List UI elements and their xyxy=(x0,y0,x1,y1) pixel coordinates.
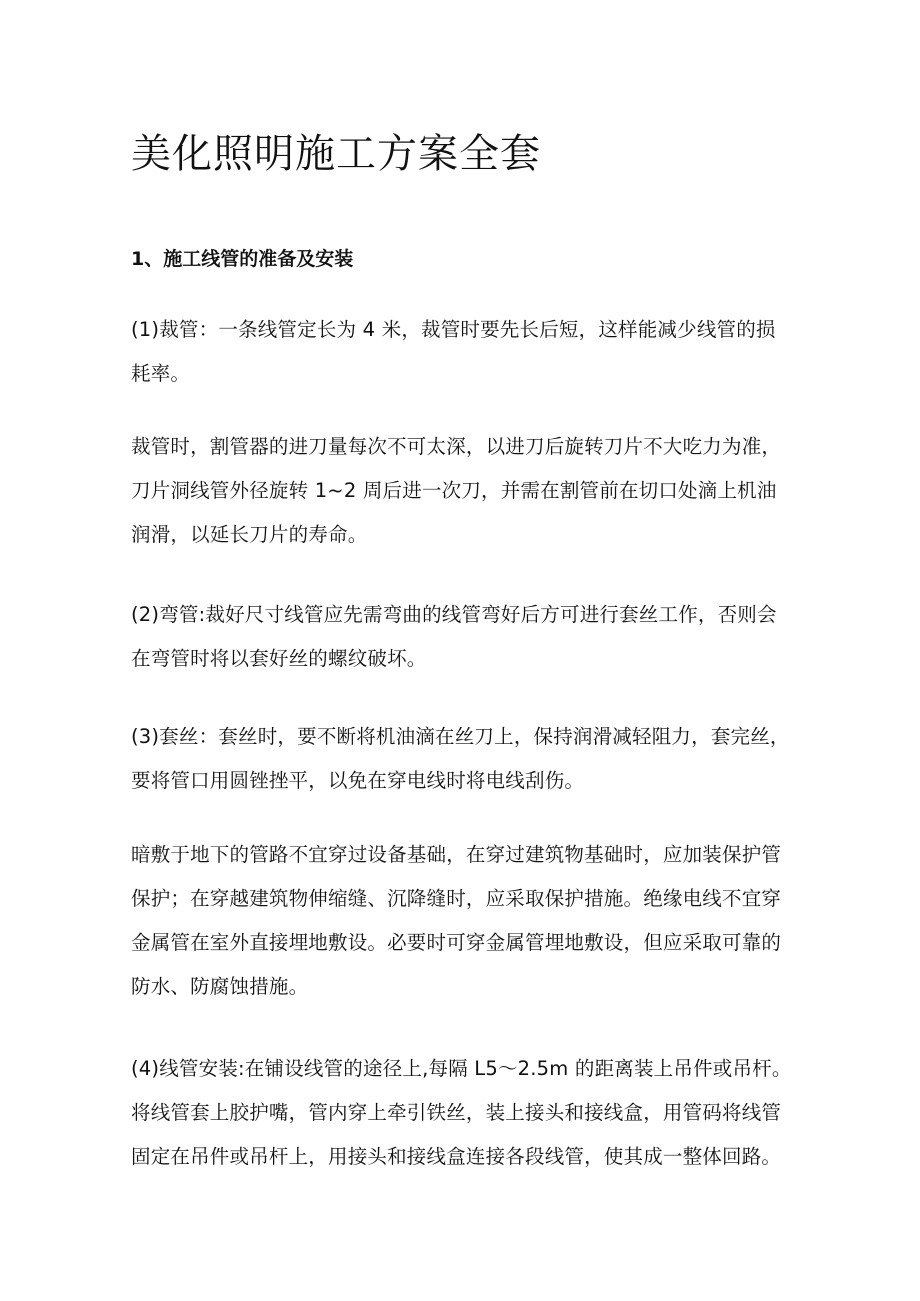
paragraph-line: 刀片洞线管外径旋转 1~2 周后进一次刀，并需在割管前在切口处滴上机油 xyxy=(131,479,777,502)
paragraph-line: 防水、防腐蚀措施。 xyxy=(131,975,309,998)
paragraph-line: (1)裁管：一条线管定长为 4 米，裁管时要先长后短，这样能减少线管的损 xyxy=(131,318,776,341)
paragraph-line: 固定在吊件或吊杆上，用接头和接线盒连接各段线管，使其成一整体回路。 xyxy=(131,1145,782,1168)
paragraph-line: 裁管时，割管器的进刀量每次不可太深，以进刀后旋转刀片不大吃力为准， xyxy=(131,435,782,458)
paragraph-line: 将线管套上胶护嘴，管内穿上牵引铁丝，装上接头和接线盒，用管码将线管 xyxy=(131,1101,782,1124)
paragraph-threading xyxy=(131,715,811,803)
paragraph-line: 金属管在室外直接埋地敷设。必要时可穿金属管埋地敷设，但应采取可靠的 xyxy=(131,931,782,954)
paragraph-line: 润滑，以延长刀片的寿命。 xyxy=(131,523,368,546)
paragraph-line: (3)套丝：套丝时，要不断将机油滴在丝刀上，保持润滑减轻阻力，套完丝， xyxy=(131,725,790,748)
document-title: 美化照明施工方案全套 xyxy=(131,131,541,177)
paragraph-line: 要将管口用圆锉挫平，以免在穿电线时将电线刮伤。 xyxy=(131,769,585,792)
paragraph-line: 保护；在穿越建筑物伸缩缝、沉降缝时，应采取保护措施。绝缘电线不宜穿 xyxy=(131,887,782,910)
section-heading: 1、施工线管的准备及安装 xyxy=(131,248,354,270)
paragraph-line: 耗率。 xyxy=(131,362,191,385)
paragraph-line: 在弯管时将以套好丝的螺纹破坏。 xyxy=(131,647,427,670)
paragraph-line: (4)线管安装:在铺设线管的途径上,每隔 L5〜2.5m 的距离装上吊件或吊杆。 xyxy=(131,1057,792,1080)
paragraph-line: (2)弯管:裁好尺寸线管应先需弯曲的线管弯好后方可进行套丝工作，否则会 xyxy=(131,603,777,626)
paragraph-conduit-installation xyxy=(131,1047,811,1179)
paragraph-bending-pipe xyxy=(131,593,811,681)
paragraph-underground-conduit xyxy=(131,833,811,1009)
paragraph-cutter-feed xyxy=(131,425,811,557)
paragraph-line: 暗敷于地下的管路不宜穿过设备基础，在穿过建筑物基础时，应加装保护管 xyxy=(131,843,782,866)
paragraph-cutting-pipe xyxy=(131,308,811,396)
